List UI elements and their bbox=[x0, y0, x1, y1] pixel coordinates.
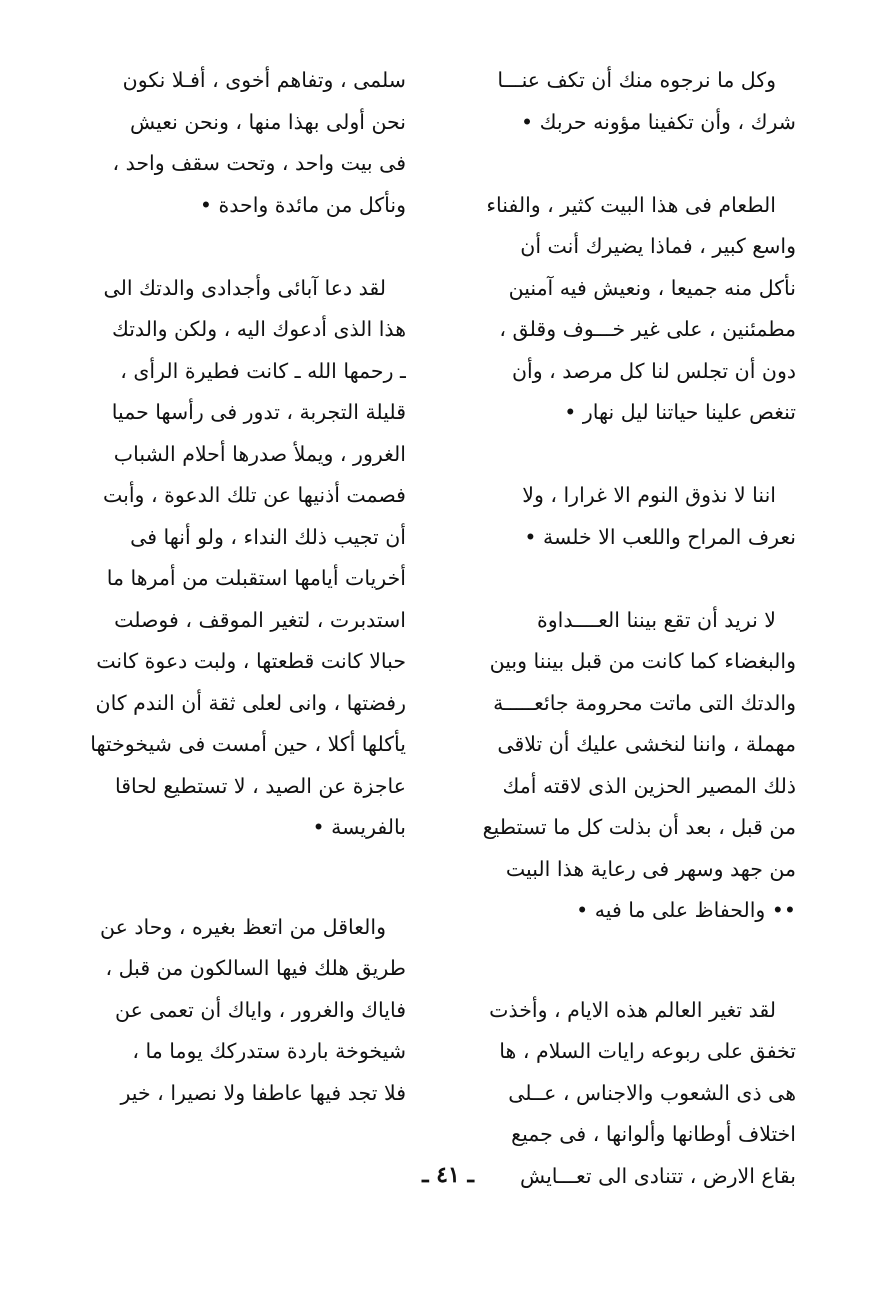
text-line: رفضتها ، وانى لعلى ثقة أن الندم كان bbox=[95, 690, 406, 715]
text-line: واسع كبير ، فماذا يضيرك أنت أن bbox=[520, 234, 796, 258]
paragraph-gap bbox=[76, 849, 406, 907]
text-line: هى ذى الشعوب والاجناس ، عــلى bbox=[508, 1080, 796, 1105]
text-line: هذا الذى أدعوك اليه ، ولكن والدتك bbox=[111, 317, 406, 341]
text-line: لقد دعا آبائى وأجدادى والدتك الى bbox=[103, 275, 386, 300]
text-line: دون أن تجلس لنا كل مرصد ، وأن bbox=[512, 358, 796, 383]
text-line: يأكلها أكلا ، حين أمست فى شيخوختها bbox=[90, 732, 406, 756]
text-line: ـ رحمها الله ـ كانت فطيرة الرأى ، bbox=[120, 358, 406, 383]
text-line: من جهد وسهر فى رعاية هذا البيت bbox=[505, 856, 796, 881]
text-line: حبالا كانت قطعتها ، ولبت دعوة كانت bbox=[96, 649, 406, 673]
text-line: •• والحفاظ على ما فيه • bbox=[576, 898, 796, 922]
paragraph bbox=[466, 475, 796, 558]
text-line: فلا تجد فيها عاطفا ولا نصيرا ، خير bbox=[120, 1080, 406, 1105]
text-line: لقد تغير العالم هذه الايام ، وأخذت bbox=[489, 997, 776, 1022]
text-line: نحن أولى بهذا منها ، ونحن نعيش bbox=[129, 109, 406, 134]
paragraph-gap bbox=[76, 226, 406, 268]
text-line: سلمى ، وتفاهم أخوى ، أفـلا نكون bbox=[122, 68, 406, 92]
text-line: الغرور ، ويملأ صدرها أحلام الشباب bbox=[113, 441, 406, 466]
text-line: والدتك التى ماتت محرومة جائعـــــة bbox=[493, 690, 796, 715]
paragraph-gap bbox=[466, 932, 796, 990]
text-line: بقاع الارض ، تتنادى الى تعـــايش bbox=[519, 1163, 796, 1188]
text-line: تخفق على ربوعه رايات السلام ، ها bbox=[499, 1039, 796, 1063]
text-line: نأكل منه جميعا ، ونعيش فيه آمنين bbox=[508, 275, 796, 300]
text-line: نعرف المراح واللعب الا خلسة • bbox=[524, 524, 796, 549]
text-line: مهملة ، واننا لنخشى عليك أن تلاقى bbox=[497, 732, 796, 756]
paragraph bbox=[76, 907, 406, 1115]
text-line: أخريات أيامها استقبلت من أمرها ما bbox=[106, 566, 406, 590]
text-line: شرك ، وأن تكفينا مؤونه حربك • bbox=[521, 109, 796, 134]
paragraph bbox=[466, 185, 796, 434]
text-line: اننا لا نذوق النوم الا غرارا ، ولا bbox=[522, 483, 776, 507]
text-line: الطعام فى هذا البيت كثير ، والفناء bbox=[486, 192, 776, 217]
text-line: ذلك المصير الحزين الذى لاقته أمك bbox=[502, 773, 796, 798]
text-line: فاياك والغرور ، واياك أن تعمى عن bbox=[114, 997, 406, 1022]
page-number: ـ ٤١ ـ bbox=[422, 1162, 474, 1188]
paragraph bbox=[466, 60, 796, 143]
text-line: فى بيت واحد ، وتحت سقف واحد ، bbox=[112, 151, 406, 175]
text-line: وكل ما نرجوه منك أن تكف عنـــا bbox=[497, 68, 776, 92]
text-line: طريق هلك فيها السالكون من قبل ، bbox=[105, 956, 406, 980]
text-line: استدبرت ، لتغير الموقف ، فوصلت bbox=[114, 607, 406, 632]
left-column bbox=[76, 60, 406, 1114]
text-line: مطمئنين ، على غير خـــوف وقلق ، bbox=[499, 317, 796, 341]
text-line: ونأكل من مائدة واحدة • bbox=[199, 192, 406, 217]
text-line: قليلة التجربة ، تدور فى رأسها حميا bbox=[111, 400, 406, 424]
text-line: والبغضاء كما كانت من قبل بيننا وبين bbox=[489, 649, 796, 673]
text-line: بالفريسة • bbox=[312, 815, 406, 839]
text-line: تنغص علينا حياتنا ليل نهار • bbox=[564, 400, 796, 424]
right-column bbox=[466, 60, 796, 1197]
paragraph bbox=[76, 268, 406, 849]
text-line: فصمت أذنيها عن تلك الدعوة ، وأبت bbox=[103, 483, 406, 507]
text-line: أن تجيب ذلك النداء ، ولو أنها فى bbox=[130, 524, 406, 549]
text-line: عاجزة عن الصيد ، لا تستطيع لحاقا bbox=[115, 773, 406, 798]
text-line: من قبل ، بعد أن بذلت كل ما تستطيع bbox=[482, 815, 796, 839]
text-line: اختلاف أوطانها وألوانها ، فى جميع bbox=[511, 1122, 796, 1146]
text-line: شيخوخة باردة ستدركك يوما ما ، bbox=[132, 1039, 406, 1063]
text-line: والعاقل من اتعظ بغيره ، وحاد عن bbox=[100, 914, 386, 939]
paragraph-gap bbox=[466, 558, 796, 600]
paragraph-gap bbox=[466, 143, 796, 185]
paragraph-gap bbox=[466, 434, 796, 476]
text-line: لا نريد أن تقع بيننا العــــداوة bbox=[537, 607, 776, 632]
paragraph bbox=[76, 60, 406, 226]
paragraph bbox=[466, 600, 796, 932]
